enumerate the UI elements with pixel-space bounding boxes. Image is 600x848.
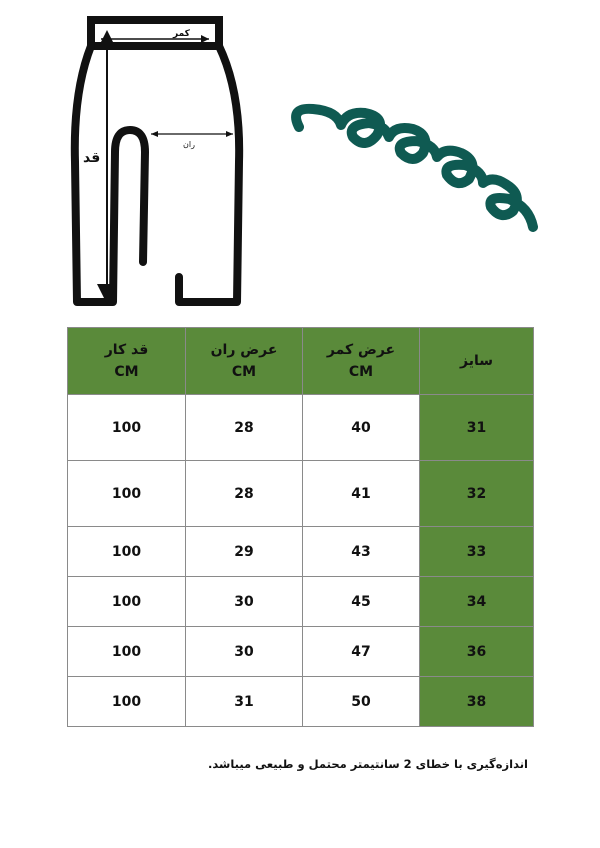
table-row xyxy=(68,677,534,727)
header-size: سایز xyxy=(420,328,534,395)
thigh-cell: 29 xyxy=(186,527,303,577)
thigh-cell: 31 xyxy=(186,677,303,727)
thigh-arrow-left-head-icon xyxy=(151,131,158,137)
thigh-label: ران xyxy=(183,140,195,149)
table-row xyxy=(68,395,534,461)
length-cell: 100 xyxy=(68,395,186,461)
size-cell: 31 xyxy=(420,395,534,461)
header-waist: عرض کمر CM xyxy=(303,328,420,395)
waist-cell: 47 xyxy=(303,627,420,677)
length-cell: 100 xyxy=(68,677,186,727)
length-cell: 100 xyxy=(68,577,186,627)
waist-cell: 43 xyxy=(303,527,420,577)
waist-cell: 45 xyxy=(303,577,420,627)
length-cell: 100 xyxy=(68,527,186,577)
size-table xyxy=(67,327,534,727)
header-thigh: عرض ران CM xyxy=(186,328,303,395)
table-row xyxy=(68,461,534,527)
thigh-cell: 30 xyxy=(186,627,303,677)
length-label: قد xyxy=(83,150,101,166)
table-header-row xyxy=(68,328,534,395)
pants-measurement-diagram xyxy=(55,12,255,317)
length-cell: 100 xyxy=(68,627,186,677)
brand-logo-stroke xyxy=(296,109,533,227)
table-row xyxy=(68,527,534,577)
brand-logo-icon xyxy=(285,95,545,245)
size-cell: 32 xyxy=(420,461,534,527)
thigh-cell: 28 xyxy=(186,461,303,527)
waist-label: کمر xyxy=(173,29,190,39)
table-row xyxy=(68,627,534,677)
size-cell: 33 xyxy=(420,527,534,577)
header-length: قد کار CM xyxy=(68,328,186,395)
thigh-cell: 30 xyxy=(186,577,303,627)
size-cell: 36 xyxy=(420,627,534,677)
size-cell: 34 xyxy=(420,577,534,627)
length-arrow-top-head-icon xyxy=(99,30,115,46)
pants-outline-right-icon xyxy=(179,46,239,302)
waist-cell: 40 xyxy=(303,395,420,461)
pants-outline-icon xyxy=(75,46,145,302)
waist-cell: 50 xyxy=(303,677,420,727)
measurement-note: اندازه‌گیری با خطای 2 سانتیمتر محتمل و طبیعی میباشد. xyxy=(208,757,528,771)
size-cell: 38 xyxy=(420,677,534,727)
thigh-arrow-right-head-icon xyxy=(226,131,233,137)
waist-cell: 41 xyxy=(303,461,420,527)
thigh-cell: 28 xyxy=(186,395,303,461)
table-row xyxy=(68,577,534,627)
waist-arrow-right-head-icon xyxy=(201,35,209,43)
length-cell: 100 xyxy=(68,461,186,527)
